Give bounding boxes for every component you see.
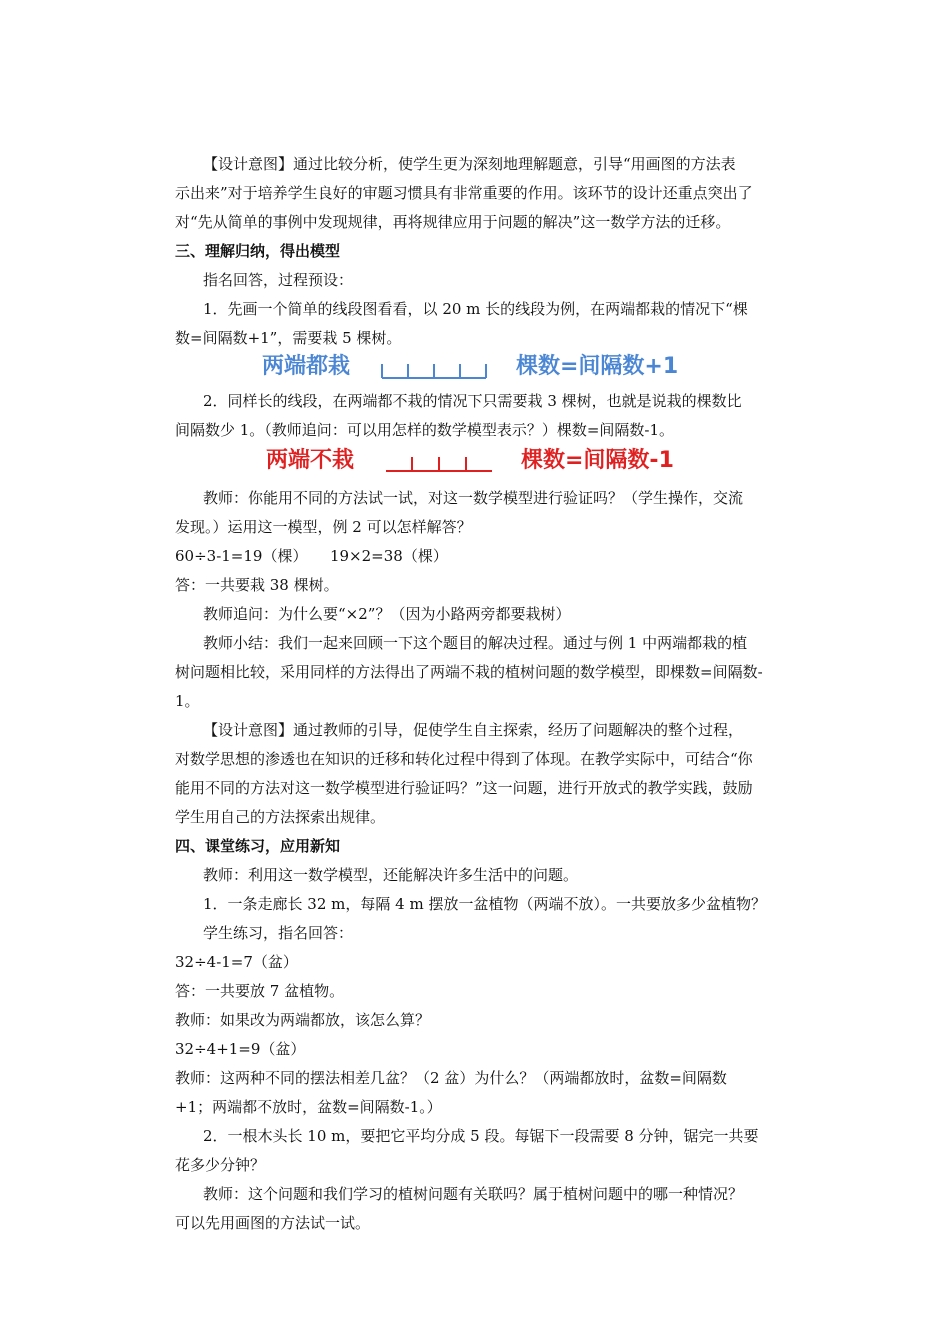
calculation-3: 32÷4+1=9（盆） [175,1040,306,1058]
step-2-line-1: 2．同样长的线段，在两端都不栽的情况下只需要栽 3 棵树，也就是说栽的棵数比 [203,392,742,410]
teacher-compare-line-2: +1；两端都不放时，盆数=间隔数-1。） [175,1098,442,1116]
section-heading-3: 三、理解归纳，得出模型 [175,242,341,260]
step-1-line-1: 1．先画一个简单的线段图看看，以 20 m 长的线段为例，在两端都栽的情况下“棵 [203,300,748,318]
section-heading-4: 四、课堂练习，应用新知 [175,837,341,855]
figure-2-right-label: 棵数=间隔数-1 [521,448,674,473]
step-2-line-2: 间隔数少 1。（教师追问：可以用怎样的数学模型表示？）棵数=间隔数-1。 [175,421,674,439]
figure-1-segment-diagram [380,358,490,382]
teacher-verify-line-2: 发现。）运用这一模型，例 2 可以怎样解答？ [175,518,472,536]
teacher-summary-line-2: 树问题相比较，采用同样的方法得出了两端不栽的植树问题的数学模型，即棵数=间隔数- [175,663,763,681]
figure-1-right-label: 棵数=间隔数+1 [516,354,679,379]
design-intent-1-line-1: 【设计意图】通过比较分析，使学生更为深刻地理解题意，引导“用画图的方法表 [203,155,736,173]
design-intent-2-line-4: 学生用自己的方法探索出规律。 [175,808,386,826]
design-intent-2-line-3: 能用不同的方法对这一数学模型进行验证吗？”这一问题，进行开放式的教学实践，鼓励 [175,779,753,797]
teacher-question-both-ends: 教师：如果改为两端都放，该怎么算？ [175,1011,431,1029]
design-intent-2-line-1: 【设计意图】通过教师的引导，促使学生自主探索，经历了问题解决的整个过程， [203,721,744,739]
answer-2: 答：一共要放 7 盆植物。 [175,982,345,1000]
design-intent-1-line-3: 对“先从简单的事例中发现规律，再将规律应用于问题的解决”这一数学方法的迁移。 [175,213,731,231]
teacher-intro-practice: 教师：利用这一数学模型，还能解决许多生活中的问题。 [203,866,579,884]
figure-2-left-label: 两端不栽 [266,448,355,473]
exercise-2-line-1: 2．一根木头长 10 m，要把它平均分成 5 段。每锯下一段需要 8 分钟，锯完一共要 [203,1127,759,1145]
answer-1: 答：一共要栽 38 棵树。 [175,576,339,594]
teacher-summary-line-3: 1。 [175,692,200,710]
exercise-1: 1．一条走廊长 32 m，每隔 4 m 摆放一盆植物（两端不放）。一共要放多少盆植物？ [203,895,766,913]
design-intent-1-line-2: 示出来”对于培养学生良好的审题习惯具有非常重要的作用。该环节的设计还重点突出了 [175,184,753,202]
student-practice: 学生练习，指名回答： [203,924,354,942]
exercise-2-line-2: 花多少分钟？ [175,1156,266,1174]
calculation-1: 60÷3-1=19（棵） 19×2=38（棵） [175,547,448,565]
figure-2-segment-diagram [384,451,496,475]
calculation-2: 32÷4-1=7（盆） [175,953,298,971]
answer-intro: 指名回答，过程预设： [203,271,354,289]
teacher-followup: 教师追问：为什么要“×2”？（因为小路两旁都要栽树） [203,605,571,623]
figure-1-left-label: 两端都栽 [262,354,351,379]
teacher-compare-line-1: 教师：这两种不同的摆法相差几盆？（2 盆）为什么？（两端都放时，盆数=间隔数 [175,1069,727,1087]
teacher-relation-line-1: 教师：这个问题和我们学习的植树问题有关联吗？属于植树问题中的哪一种情况？ [203,1185,744,1203]
teacher-verify-line-1: 教师：你能用不同的方法试一试，对这一数学模型进行验证吗？（学生操作，交流 [203,489,744,507]
step-1-line-2: 数=间隔数+1”，需要栽 5 棵树。 [175,329,402,347]
design-intent-2-line-2: 对数学思想的渗透也在知识的迁移和转化过程中得到了体现。在教学实际中，可结合“你 [175,750,753,768]
teacher-summary-line-1: 教师小结：我们一起来回顾一下这个题目的解决过程。通过与例 1 中两端都栽的植 [203,634,748,652]
teacher-relation-line-2: 可以先用画图的方法试一试。 [175,1214,371,1232]
